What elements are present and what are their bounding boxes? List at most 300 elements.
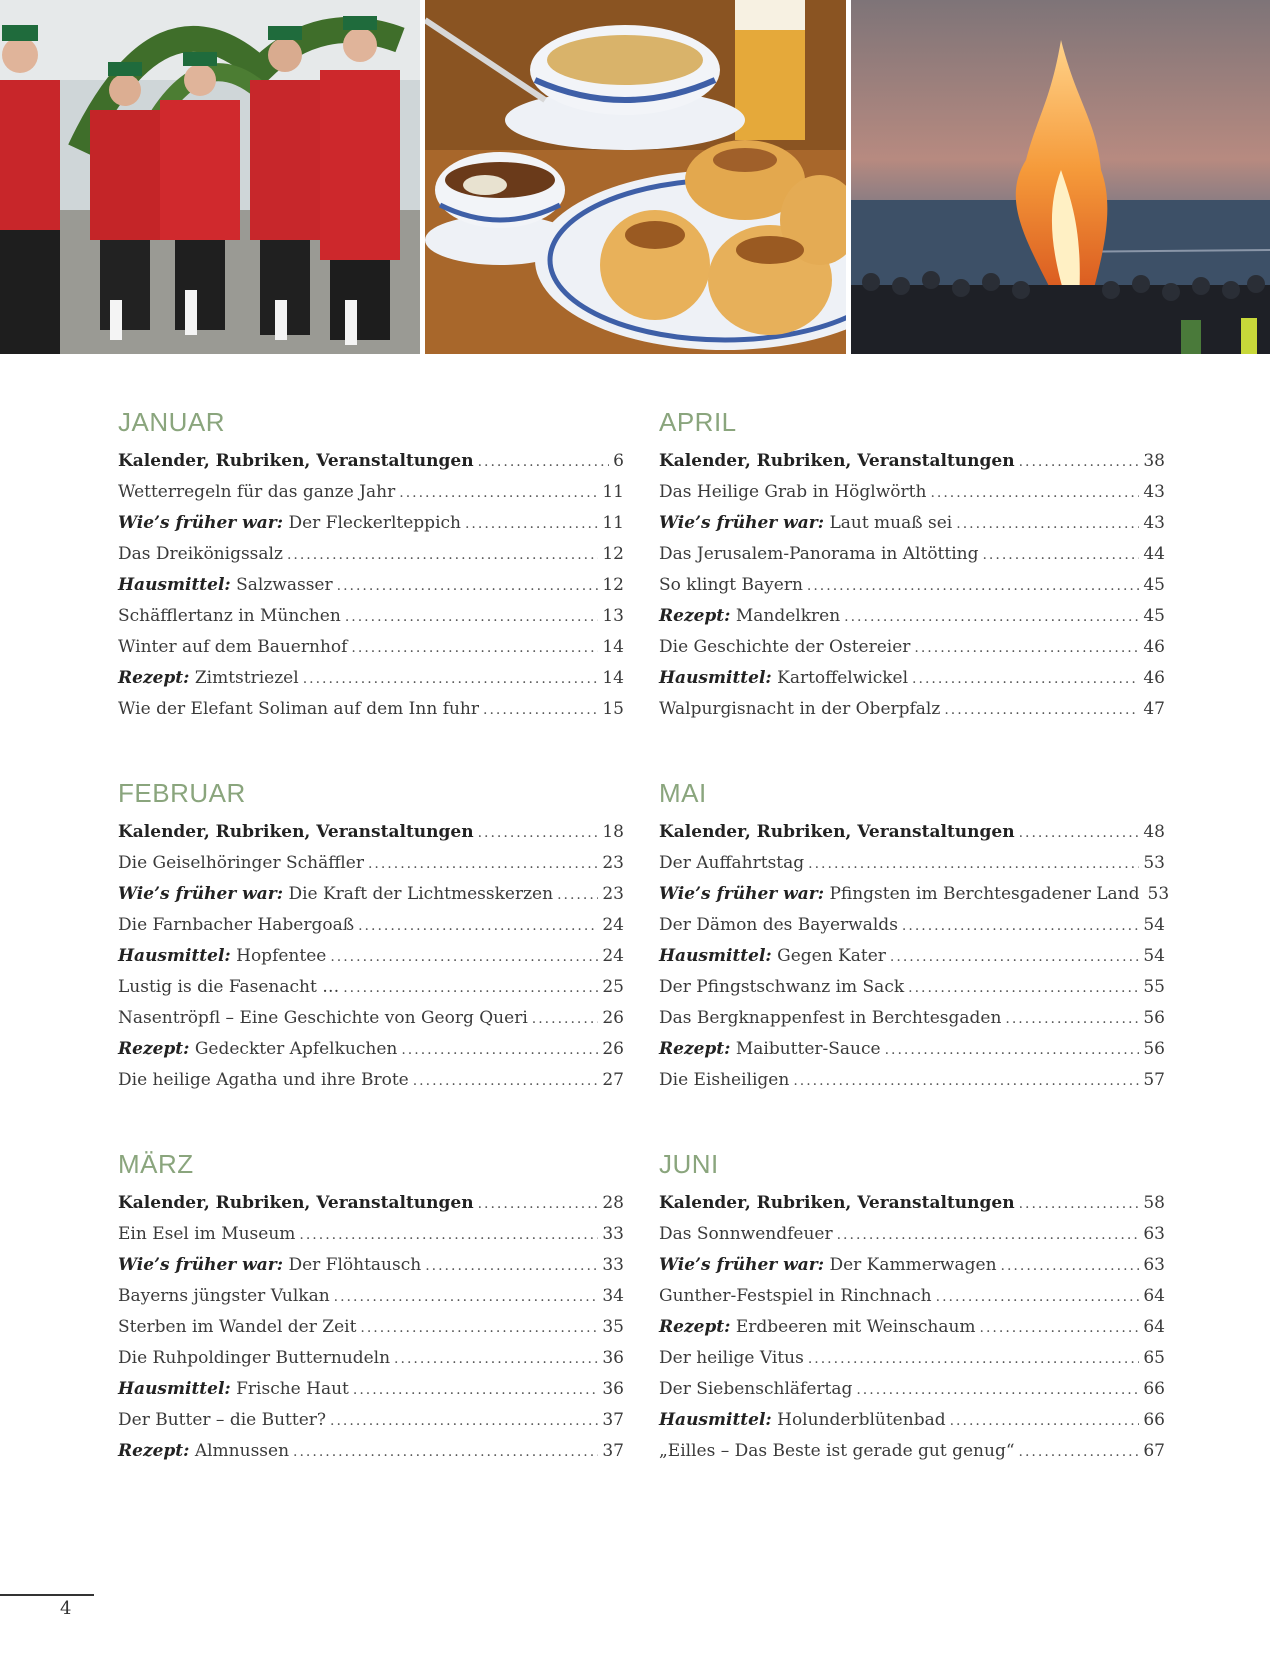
dot-leader — [844, 602, 1139, 633]
footer-rule — [0, 1594, 94, 1596]
toc-entry[interactable] — [118, 1188, 624, 1219]
food-photo — [425, 0, 846, 354]
toc-entry[interactable] — [659, 1374, 1165, 1405]
toc-entry-category: Wie’s früher war: — [659, 1255, 825, 1275]
toc-entry-text: „Eilles – Das Beste ist gerade gut genug“ — [659, 1441, 1015, 1461]
toc-entry-text: Der heilige Vitus — [659, 1348, 804, 1368]
toc-entry-text: Wetterregeln für das ganze Jahr — [118, 482, 396, 502]
toc-entry-page: 27 — [602, 1070, 624, 1090]
toc-entry[interactable] — [659, 848, 1165, 879]
toc-entry-category: Hausmittel: — [118, 1379, 231, 1399]
toc-entry-text: Die Ruhpoldinger Butternudeln — [118, 1348, 391, 1368]
toc-entry-title — [118, 694, 479, 725]
section-title: APRIL — [659, 407, 737, 437]
toc-entry-text: Die Kraft der Lichtmesskerzen — [283, 884, 554, 904]
toc-entry[interactable] — [118, 972, 624, 1003]
toc-entry-text: Kalender, Rubriken, Veranstaltungen — [118, 1193, 474, 1213]
toc-entry-text: Die Eisheiligen — [659, 1070, 790, 1090]
toc-entry-text: Schäfflertanz in München — [118, 606, 341, 626]
toc-entry-page: 26 — [602, 1008, 624, 1028]
toc-entry-title — [118, 879, 553, 910]
dot-leader — [936, 1282, 1140, 1313]
toc-entry[interactable] — [659, 972, 1165, 1003]
toc-entry-title — [659, 446, 1015, 477]
toc-entry-title — [659, 879, 1140, 910]
dot-leader — [413, 1066, 599, 1097]
toc-entry-category: Rezept: — [659, 1039, 731, 1059]
toc-entry-page: 65 — [1143, 1348, 1165, 1368]
toc-entry[interactable] — [118, 694, 624, 725]
toc-entry-text: Die Farnbacher Habergoaß — [118, 915, 355, 935]
toc-entry-title — [659, 663, 908, 694]
toc-entry-title — [659, 1281, 932, 1312]
toc-entry[interactable] — [659, 1343, 1165, 1374]
dot-leader — [337, 571, 599, 602]
dot-leader — [287, 540, 598, 571]
dot-leader — [343, 973, 598, 1004]
toc-entry[interactable] — [118, 941, 624, 972]
toc-entry[interactable] — [659, 570, 1165, 601]
toc-entry[interactable] — [118, 601, 624, 632]
toc-entry-page: 44 — [1143, 544, 1165, 564]
toc-entry-title — [659, 601, 840, 632]
toc-entry-title — [118, 446, 474, 477]
dot-leader — [908, 973, 1139, 1004]
toc-entry[interactable] — [659, 663, 1165, 694]
toc-entry-page: 63 — [1143, 1224, 1165, 1244]
toc-entry[interactable] — [659, 1250, 1165, 1281]
section-title: MAI — [659, 778, 707, 808]
toc-entry[interactable] — [659, 539, 1165, 570]
toc-entry-page: 45 — [1143, 606, 1165, 626]
toc-entry[interactable] — [118, 539, 624, 570]
toc-entry-text: Gedeckter Apfelkuchen — [189, 1039, 398, 1059]
toc-entry[interactable] — [118, 508, 624, 539]
toc-entry-text: Maibutter-Sauce — [730, 1039, 881, 1059]
toc-entry-page: 11 — [602, 482, 624, 502]
toc-entry-title — [659, 1034, 881, 1065]
toc-entry-page: 11 — [602, 513, 624, 533]
toc-section-januar — [118, 404, 624, 725]
dot-leader — [478, 1189, 599, 1220]
toc-entry-page: 64 — [1143, 1286, 1165, 1306]
dot-leader — [360, 1313, 598, 1344]
dot-leader — [399, 478, 598, 509]
section-title: MÄRZ — [118, 1149, 194, 1179]
toc-entry-category: Hausmittel: — [659, 1410, 772, 1430]
toc-entry[interactable] — [118, 1312, 624, 1343]
toc-entry-category: Hausmittel: — [659, 946, 772, 966]
toc-entry-category: Hausmittel: — [118, 946, 231, 966]
toc-entry-text: Nasentröpfl – Eine Geschichte von Georg Queri — [118, 1008, 528, 1028]
toc-entry-page: 67 — [1143, 1441, 1165, 1461]
dot-leader — [902, 911, 1139, 942]
toc-entry-text: Frische Haut — [230, 1379, 349, 1399]
toc-entry-category: Rezept: — [118, 668, 190, 688]
toc-entry-category: Rezept: — [118, 1441, 190, 1461]
toc-entry-title — [659, 972, 904, 1003]
dot-leader — [950, 1406, 1140, 1437]
toc-entry[interactable] — [659, 910, 1165, 941]
toc-entry-text: Kalender, Rubriken, Veranstaltungen — [659, 822, 1015, 842]
toc-entry[interactable] — [118, 1219, 624, 1250]
dot-leader — [358, 911, 598, 942]
toc-entry[interactable] — [118, 1405, 624, 1436]
dot-leader — [532, 1004, 599, 1035]
dot-leader — [793, 1066, 1139, 1097]
section-title: JANUAR — [118, 407, 226, 437]
dot-leader — [890, 942, 1139, 973]
toc-entry-title — [118, 1281, 330, 1312]
dot-leader — [401, 1035, 598, 1066]
toc-entry-text: Laut muaß sei — [824, 513, 953, 533]
toc-entry-title — [118, 663, 299, 694]
toc-entry[interactable] — [659, 1219, 1165, 1250]
toc-entry-category: Rezept: — [659, 606, 731, 626]
toc-entry-text: Der Flöhtausch — [283, 1255, 422, 1275]
toc-entry-text: Der Auffahrtstag — [659, 853, 805, 873]
dot-leader — [330, 942, 598, 973]
toc-entry-page: 53 — [1143, 853, 1165, 873]
dot-leader — [885, 1035, 1140, 1066]
toc-section-juni — [659, 1146, 1165, 1467]
toc-entry-text: Der Butter – die Butter? — [118, 1410, 327, 1430]
dot-leader — [808, 1344, 1140, 1375]
dot-leader — [394, 1344, 598, 1375]
toc-entry-page: 33 — [602, 1255, 624, 1275]
toc-entry-title — [118, 972, 339, 1003]
toc-entry-title — [659, 694, 940, 725]
toc-entry-text: Das Sonnwendfeuer — [659, 1224, 833, 1244]
dot-leader — [980, 1313, 1140, 1344]
toc-entry[interactable] — [659, 1436, 1165, 1467]
toc-entry-text: Pfingsten im Berchtesgadener Land — [824, 884, 1140, 904]
toc-entry-text: Der Siebenschläfertag — [659, 1379, 853, 1399]
toc-entry-page: 12 — [602, 544, 624, 564]
dot-leader — [1005, 1004, 1139, 1035]
section-title: FEBRUAR — [118, 778, 246, 808]
toc-entry-title — [118, 910, 354, 941]
dot-leader — [334, 1282, 599, 1313]
toc-entry[interactable] — [118, 848, 624, 879]
toc-entry-page: 18 — [602, 822, 624, 842]
toc-entry[interactable] — [118, 570, 624, 601]
page-number: 4 — [60, 1598, 72, 1619]
toc-entry-text: Sterben im Wandel der Zeit — [118, 1317, 357, 1337]
dot-leader — [303, 664, 599, 695]
toc-entry-title — [659, 1188, 1015, 1219]
toc-entry[interactable] — [659, 1188, 1165, 1219]
toc-section-april — [659, 404, 1165, 725]
dot-leader — [293, 1437, 598, 1468]
toc-entry-title — [118, 539, 283, 570]
toc-entry-title — [118, 1374, 349, 1405]
toc-entry-category: Wie’s früher war: — [118, 513, 284, 533]
toc-entry-text: Kalender, Rubriken, Veranstaltungen — [659, 1193, 1015, 1213]
toc-entry-page: 66 — [1143, 1410, 1165, 1430]
toc-entry-text: Ein Esel im Museum — [118, 1224, 296, 1244]
toc-entry-page: 64 — [1143, 1317, 1165, 1337]
toc-entry-page: 45 — [1143, 575, 1165, 595]
toc-entry-title — [118, 1065, 409, 1096]
toc-entry-title — [659, 1405, 946, 1436]
toc-entry-text: Die heilige Agatha und ihre Brote — [118, 1070, 409, 1090]
dot-leader — [557, 880, 598, 911]
toc-entry[interactable] — [118, 1281, 624, 1312]
section-title: JUNI — [659, 1149, 719, 1179]
dot-leader — [465, 509, 598, 540]
toc-entry-page: 54 — [1143, 915, 1165, 935]
toc-entry-page: 56 — [1143, 1008, 1165, 1028]
toc-entry-text: Das Jerusalem-Panorama in Altötting — [659, 544, 979, 564]
toc-entry-page: 43 — [1143, 482, 1165, 502]
toc-entry-page: 54 — [1143, 946, 1165, 966]
toc-entry-text: Der Kammerwagen — [824, 1255, 997, 1275]
toc-entry[interactable] — [118, 446, 624, 477]
toc-entry-title — [659, 817, 1015, 848]
toc-entry-text: Kalender, Rubriken, Veranstaltungen — [118, 822, 474, 842]
dot-leader — [930, 478, 1139, 509]
toc-entry-title — [118, 848, 364, 879]
toc-entry-page: 37 — [602, 1441, 624, 1461]
toc-entry-page: 57 — [1143, 1070, 1165, 1090]
toc-entry-category: Wie’s früher war: — [659, 884, 825, 904]
toc-entry-title — [118, 1003, 528, 1034]
toc-entry-title — [118, 1436, 289, 1467]
toc-entry-title — [659, 941, 886, 972]
photo-strip — [0, 0, 1270, 354]
toc-entry-text: Walpurgisnacht in der Oberpfalz — [659, 699, 941, 719]
toc-entry-page: 58 — [1143, 1193, 1165, 1213]
toc-entry-category: Hausmittel: — [659, 668, 772, 688]
dot-leader — [914, 633, 1139, 664]
toc-entry-title — [659, 508, 952, 539]
schaefflertanz-photo — [0, 0, 420, 354]
toc-entry-text: Kartoffelwickel — [771, 668, 909, 688]
toc-section-februar — [118, 775, 624, 1096]
toc-entry-title — [118, 1405, 326, 1436]
toc-entry-page: 48 — [1143, 822, 1165, 842]
dot-leader — [856, 1375, 1139, 1406]
toc-entry[interactable] — [659, 1003, 1165, 1034]
toc-entry[interactable] — [659, 1312, 1165, 1343]
toc-entry-title — [659, 539, 978, 570]
toc-entry-title — [118, 817, 474, 848]
toc-entry[interactable] — [118, 910, 624, 941]
dot-leader — [299, 1220, 598, 1251]
dot-leader — [837, 1220, 1140, 1251]
toc-entry-text: Das Dreikönigssalz — [118, 544, 283, 564]
dot-leader — [807, 571, 1139, 602]
toc-entry-page: 46 — [1143, 637, 1165, 657]
toc-entry[interactable] — [118, 1436, 624, 1467]
toc-entry[interactable] — [118, 1065, 624, 1096]
toc-entry-title — [118, 570, 333, 601]
toc-entry-title — [659, 632, 910, 663]
toc-entry-page: 28 — [602, 1193, 624, 1213]
toc-entry[interactable] — [659, 446, 1165, 477]
dot-leader — [351, 633, 598, 664]
toc-entry[interactable] — [118, 1343, 624, 1374]
toc-entry-title — [659, 1003, 1001, 1034]
toc-entry-page: 36 — [602, 1348, 624, 1368]
toc-entry[interactable] — [118, 1003, 624, 1034]
toc-entry-category: Hausmittel: — [118, 575, 231, 595]
toc-entry-page: 37 — [602, 1410, 624, 1430]
toc-entry-title — [659, 1312, 976, 1343]
toc-entry-title — [659, 570, 803, 601]
dot-leader — [944, 695, 1139, 726]
dot-leader — [345, 602, 599, 633]
toc-entry[interactable] — [659, 477, 1165, 508]
toc-entry-page: 34 — [602, 1286, 624, 1306]
toc-entry[interactable] — [659, 694, 1165, 725]
toc-entry-page: 14 — [602, 668, 624, 688]
toc-entry-category: Wie’s früher war: — [118, 1255, 284, 1275]
toc-entry[interactable] — [118, 1034, 624, 1065]
toc-entry-page: 55 — [1143, 977, 1165, 997]
toc-section-maerz — [118, 1146, 624, 1467]
toc-entry-page: 38 — [1143, 451, 1165, 471]
toc-entry-text: Zimtstriezel — [189, 668, 299, 688]
toc-entry-page: 36 — [602, 1379, 624, 1399]
toc-entry-title — [659, 910, 898, 941]
toc-entry-page: 15 — [602, 699, 624, 719]
dot-leader — [368, 849, 598, 880]
toc-entry-title — [659, 848, 804, 879]
toc-entry-text: Erdbeeren mit Weinschaum — [730, 1317, 976, 1337]
toc-entry-title — [118, 508, 461, 539]
dot-leader — [1019, 447, 1140, 478]
dot-leader — [1001, 1251, 1140, 1282]
toc-entry-category: Rezept: — [118, 1039, 190, 1059]
dot-leader — [478, 818, 599, 849]
toc-entry-text: Winter auf dem Bauernhof — [118, 637, 348, 657]
toc-entry[interactable] — [118, 1250, 624, 1281]
toc-entry-text: Gegen Kater — [771, 946, 886, 966]
dot-leader — [1019, 818, 1140, 849]
dot-leader — [912, 664, 1139, 695]
toc-entry[interactable] — [118, 632, 624, 663]
toc-entry-title — [118, 1343, 390, 1374]
dot-leader — [808, 849, 1139, 880]
toc-entry-title — [118, 1034, 397, 1065]
toc-entry[interactable] — [659, 1281, 1165, 1312]
toc-entry-page: 53 — [1147, 884, 1170, 904]
toc-entry[interactable] — [659, 817, 1165, 848]
toc-section-mai — [659, 775, 1170, 1096]
dot-leader — [483, 695, 598, 726]
toc-entry-page: 46 — [1143, 668, 1165, 688]
toc-entry-title — [118, 477, 395, 508]
toc-entry-page: 33 — [602, 1224, 624, 1244]
dot-leader — [1019, 1437, 1140, 1468]
toc-entry-page: 24 — [602, 946, 624, 966]
dot-leader — [478, 447, 610, 478]
dot-leader — [982, 540, 1139, 571]
toc-entry[interactable] — [659, 632, 1165, 663]
dot-leader — [353, 1375, 598, 1406]
toc-entry-text: Das Bergknappenfest in Berchtesgaden — [659, 1008, 1002, 1028]
toc-entry-text: Das Heilige Grab in Höglwörth — [659, 482, 927, 502]
toc-entry-text: Gunther-Festspiel in Rinchnach — [659, 1286, 932, 1306]
toc-entry-text: Bayerns jüngster Vulkan — [118, 1286, 330, 1306]
toc-entry[interactable] — [659, 879, 1170, 910]
toc-entry-page: 23 — [602, 853, 624, 873]
toc-entry[interactable] — [659, 601, 1165, 632]
toc-entry-text: Kalender, Rubriken, Veranstaltungen — [118, 451, 474, 471]
toc-entry-text: Wie der Elefant Soliman auf dem Inn fuhr — [118, 699, 480, 719]
toc-entry-title — [659, 1374, 852, 1405]
toc-entry-category: Wie’s früher war: — [118, 884, 284, 904]
toc-entry-page: 35 — [602, 1317, 624, 1337]
toc-entry-text: Der Dämon des Bayerwalds — [659, 915, 898, 935]
dot-leader — [1019, 1189, 1140, 1220]
toc-entry-page: 26 — [602, 1039, 624, 1059]
toc-entry[interactable] — [118, 879, 624, 910]
toc-entry-text: Der Fleckerlteppich — [283, 513, 461, 533]
sonnwendfeuer-photo — [851, 0, 1270, 354]
toc-entry[interactable] — [659, 1405, 1165, 1436]
dot-leader — [956, 509, 1139, 540]
toc-entry[interactable] — [659, 941, 1165, 972]
toc-entry-page: 14 — [602, 637, 624, 657]
toc-entry[interactable] — [118, 1374, 624, 1405]
dot-leader — [425, 1251, 598, 1282]
toc-entry-text: Lustig is die Fasenacht … — [118, 977, 340, 997]
toc-entry-text: Almnussen — [189, 1441, 290, 1461]
toc-entry-page: 13 — [602, 606, 624, 626]
toc-entry-category: Wie’s früher war: — [659, 513, 825, 533]
toc-entry-title — [118, 1188, 474, 1219]
toc-entry-page: 47 — [1143, 699, 1165, 719]
toc-entry-text: Die Geiselhöringer Schäffler — [118, 853, 364, 873]
toc-entry-page: 63 — [1143, 1255, 1165, 1275]
toc-entry[interactable] — [659, 1034, 1165, 1065]
toc-entry-title — [118, 632, 347, 663]
toc-entry-title — [118, 1250, 421, 1281]
toc-entry[interactable] — [659, 508, 1165, 539]
toc-entry-text: Die Geschichte der Ostereier — [659, 637, 911, 657]
toc-entry-text: Holunderblütenbad — [771, 1410, 946, 1430]
toc-entry-title — [118, 1312, 356, 1343]
toc-entry-text: Der Pfingstschwanz im Sack — [659, 977, 905, 997]
toc-entry-title — [659, 1250, 997, 1281]
toc-entry-title — [659, 477, 926, 508]
toc-entry-title — [659, 1219, 833, 1250]
toc-entry-title — [659, 1343, 804, 1374]
toc-entry-title — [118, 1219, 295, 1250]
toc-entry-page: 43 — [1143, 513, 1165, 533]
toc-entry-text: Kalender, Rubriken, Veranstaltungen — [659, 451, 1015, 471]
toc-entry-page: 6 — [613, 451, 624, 471]
toc-entry-text: Salzwasser — [230, 575, 333, 595]
dot-leader — [330, 1406, 598, 1437]
toc-entry-text: Mandelkren — [730, 606, 841, 626]
toc-entry[interactable] — [118, 817, 624, 848]
toc-entry-page: 12 — [602, 575, 624, 595]
toc-entry-page: 25 — [602, 977, 624, 997]
toc-entry-category: Rezept: — [659, 1317, 731, 1337]
toc-entry-page: 24 — [602, 915, 624, 935]
toc-entry[interactable] — [659, 1065, 1165, 1096]
toc-entry-title — [659, 1436, 1015, 1467]
toc-entry[interactable] — [118, 663, 624, 694]
toc-entry-page: 66 — [1143, 1379, 1165, 1399]
toc-entry[interactable] — [118, 477, 624, 508]
toc-entry-page: 23 — [602, 884, 624, 904]
toc-entry-title — [659, 1065, 789, 1096]
